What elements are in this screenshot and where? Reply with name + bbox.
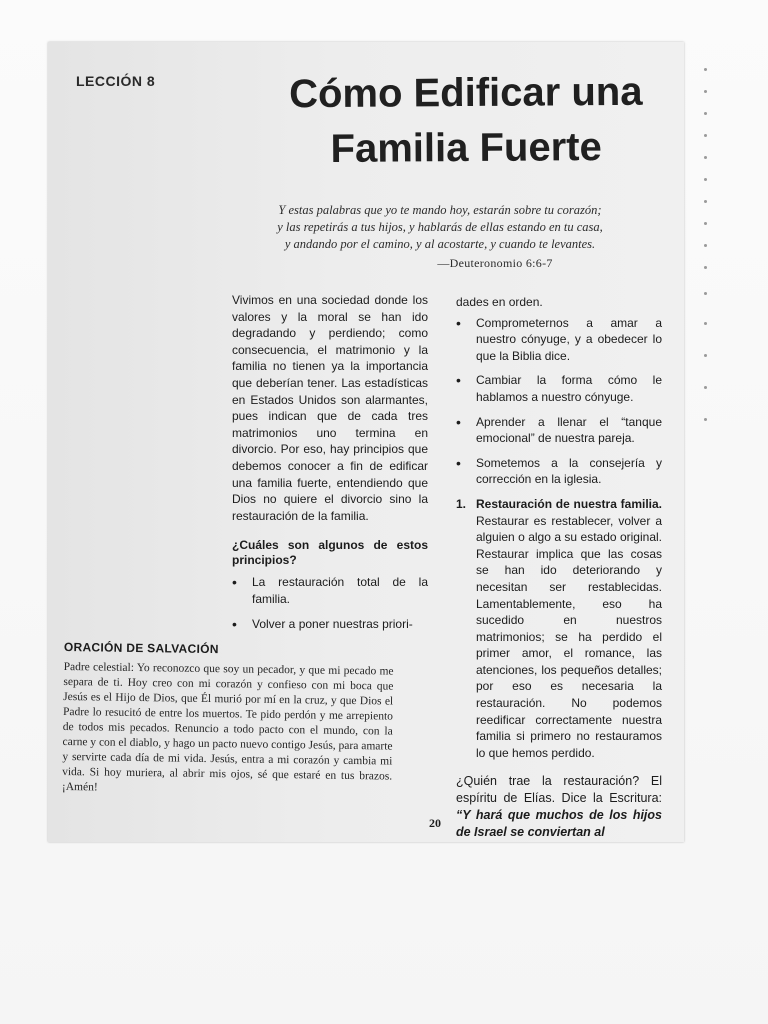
point-1-heading: Restauración de nuestra familia. <box>476 496 662 511</box>
continuation-text: dades en orden. <box>456 295 543 309</box>
intro-paragraph: Vivimos en una sociedad donde los valores y la moral se han ido degradando y perdiendo; como consecuencia, el matrimonio y la familia no tienen ya la importancia que deberían tener. Las estadísticas en Estados Unidos son alarmantes, pues indican que de cada tres matrimonios uno termina en divorcio. Por eso, hay principios que debemos conocer a fin de edificar una familia fuerte, entendiendo que Dios no quiere el divorcio sino la restauración de la familia. <box>232 293 428 523</box>
list-item: • Sometemos a la consejería y corrección en la iglesia. <box>456 455 662 488</box>
page-title <box>256 65 677 178</box>
question-text: ¿Quién trae la restauración? El espíritu de Elías. Dice la Escritura: <box>456 774 662 806</box>
list-item: • Volver a poner nuestras priori- <box>232 616 428 633</box>
lesson-label: LECCIÓN 8 <box>76 73 156 89</box>
prayer-text: Padre celestial: Yo reconozco que soy un pecador, y que mi pecado me separa de ti. Hoy creo con mi corazón y confieso con mi boca que Jesús es el Hijo de Dios, que Él murió por mí en la cruz, y que Dios el Padre lo resucitó de entre los muertos. Te pido perdón y me arrepiento de todos mis pecados. Renuncio a todo pacto con el mundo, con la carne y con el diablo, y hago un pacto nuevo contigo Jesús, para amarte y servirte cada día de mi vida. Jesús, entra a mi corazón y cambia mi vida. Si hoy muriera, al abrir mis ojos, sé que estaré en tus brazos. ¡Amén! <box>61 660 394 794</box>
list-item: • Aprender a llenar el “tanque emocional” de nuestra pareja. <box>456 414 662 447</box>
binding-holes-edge <box>700 60 714 460</box>
list-item: • La restauración total de la familia. <box>232 574 428 607</box>
salvation-prayer-box <box>62 640 394 800</box>
title-line-2: Familia Fuerte <box>330 125 602 171</box>
principles-list-right <box>456 315 662 488</box>
left-column <box>232 292 428 640</box>
prayer-title: ORACIÓN DE SALVACIÓN <box>63 640 219 657</box>
epigraph-verse <box>230 202 650 253</box>
right-column <box>456 294 662 841</box>
title-line-1: Cómo Edificar una <box>288 69 643 117</box>
restoration-question <box>456 773 662 841</box>
verse-line-3: y andando por el camino, y al acostarte, y cuando te levantes. <box>284 237 596 251</box>
verse-reference: —Deuteronomio 6:6-7 <box>437 256 553 270</box>
point-1-number: 1. <box>456 496 467 511</box>
verse-line-1: Y estas palabras que yo te mando hoy, estarán sobre tu corazón; <box>278 203 602 217</box>
principles-list-left <box>232 574 428 632</box>
scripture-quote: “Y hará que muchos de los hijos de Israel se conviertan al <box>456 808 662 840</box>
page-number: 20 <box>429 816 441 830</box>
list-item: • Cambiar la forma cómo le hablamos a nuestro cónyuge. <box>456 372 662 405</box>
verse-line-2: y las repetirás a tus hijos, y hablarás de ellas estando en tu casa, <box>277 220 603 234</box>
point-1 <box>456 496 662 762</box>
principles-subheading: ¿Cuáles son algunos de estos principios? <box>232 538 428 568</box>
point-1-text: Restaurar es restablecer, volver a alguien o algo a su estado original. Restaurar implica que las cosas se han ido deteriorando y necesitan ser restablecidas. Lamentablemente, eso ha sucedido en nuestros matrimonios; se ha perdido el primer amor, el romance, las atenciones, los pequeños detalles; por eso es necesaria la restauración. No podemos reedificar correctamente nuestra familia si primero no restauramos lo que hemos perdido. <box>476 513 662 760</box>
list-item: • Comprometernos a amar a nuestro cónyuge, y a obedecer lo que la Biblia dice. <box>456 315 662 365</box>
